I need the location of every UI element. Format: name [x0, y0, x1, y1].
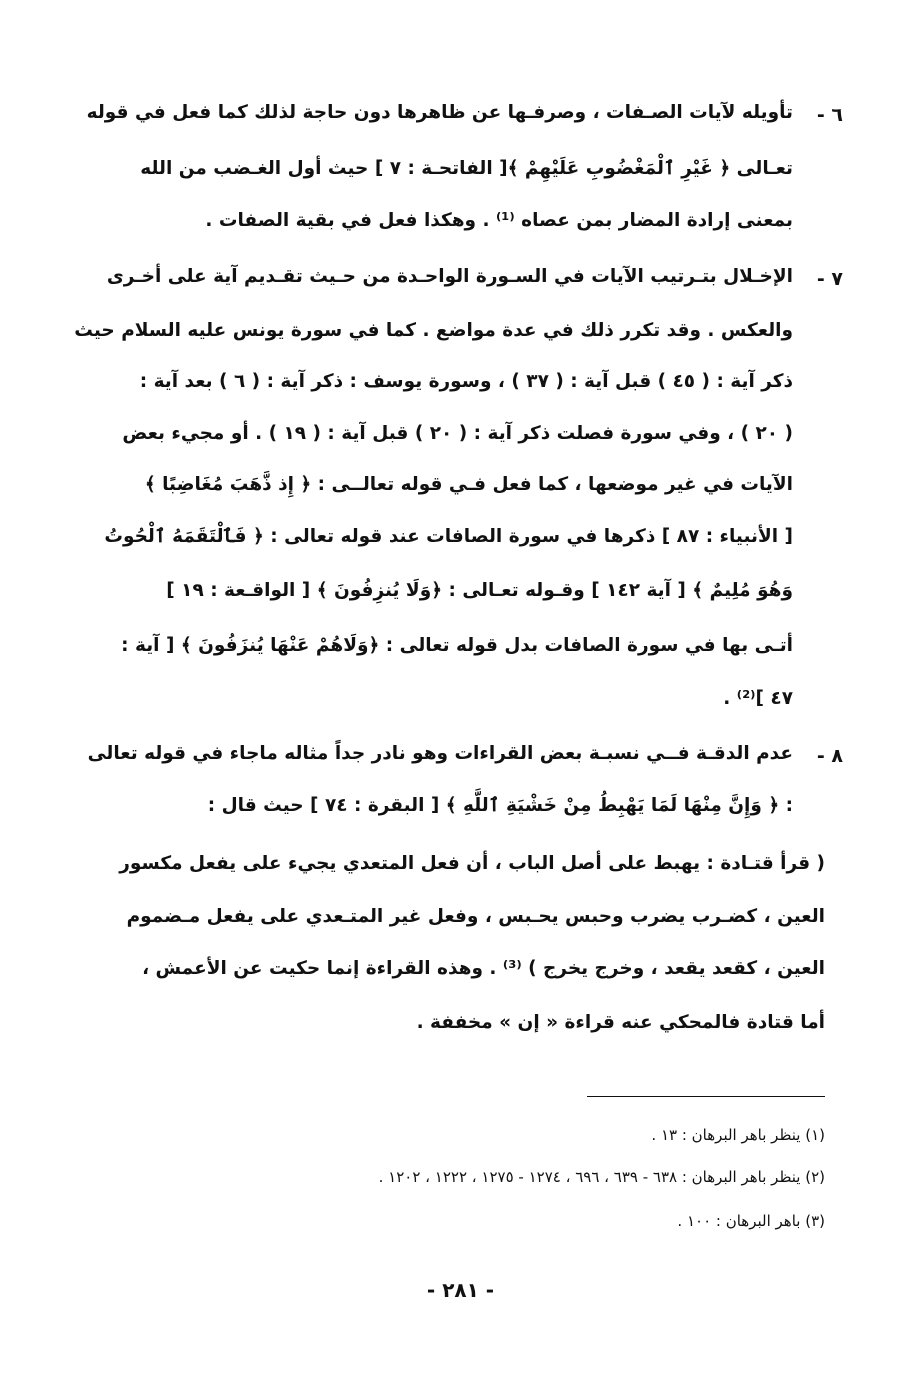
item-number: ٧ -: [816, 268, 843, 290]
footnote: (٢) ينظر باهر البرهان : ٦٣٨ - ٦٣٩ ، ٦٩٦ ، ١٢٧٤ - ١٢٧٥ ، ١٢٢٢ ، ١٢٠٢ .: [378, 1168, 825, 1186]
body-line: ذكر آية : ( ٤٥ ) قبل آية : ( ٣٧ ) ، وسورة يوسف : ذكر آية : ( ٦ ) بعد آية :: [139, 371, 793, 392]
body-line: ( ٢٠ ) ، وفي سورة فصلت ذكر آية : ( ٢٠ ) قبل آية : ( ١٩ ) . أو مجيء بعض: [122, 423, 793, 444]
body-line: عدم الدقـة فــي نسبـة بعض القراءات وهو نادر جداً مثاله ماجاء في قوله تعالى: [87, 743, 793, 764]
footnote: (٣) باهر البرهان : ١٠٠ .: [677, 1212, 825, 1230]
body-line: تأويله لآيات الصـفات ، وصرفـها عن ظاهرها دون حاجة لذلك كما فعل في قوله: [86, 102, 793, 123]
body-line: أما قتادة فالمحكي عنه قراءة « إن » مخففة .: [416, 1012, 825, 1033]
body-line: الإخـلال بتـرتيب الآيات في السـورة الواحـدة من حـيث تقـديم آية على أخـرى: [106, 266, 793, 287]
body-line: : ﴿ وَإِنَّ مِنْهَا لَمَا يَهْبِطُ مِنْ خَشْيَةِ ٱللَّهِ ﴾ [ البقرة : ٧٤ ] حيث قال :: [207, 795, 793, 816]
footnote: (١) ينظر باهر البرهان : ١٣ .: [651, 1126, 825, 1144]
body-line: تعـالى ﴿ غَيْرِ ٱلْمَغْضُوبِ عَلَيْهِمْ ﴾[ الفاتحـة : ٧ ] حيث أول الغـضب من الله: [140, 158, 793, 179]
body-line: العين ، كقعد يقعد ، وخرج يخرج ) ⁽³⁾ . وهذه القراءة إنما حكيت عن الأعمش ،: [142, 958, 825, 979]
body-line: أتـى بها في سورة الصافات بدل قوله تعالى : ﴿وَلَاهُمْ عَنْهَا يُنزَفُونَ ﴾ [ آية :: [121, 635, 793, 656]
footnote-divider: [587, 1096, 825, 1097]
body-line: والعكس . وقد تكرر ذلك في عدة مواضع . كما في سورة يونس عليه السلام حيث: [74, 320, 793, 341]
item-number: ٨ -: [816, 745, 843, 767]
body-line: ( قرأ قتـادة : يهبط على أصل الباب ، أن فعل المتعدي يجيء على يفعل مكسور: [119, 853, 825, 874]
body-line: العين ، كضـرب يضرب وحبس يحـبس ، وفعل غير المتـعدي على يفعل مـضموم: [126, 906, 825, 927]
body-line: الآيات في غير موضعها ، كما فعل فـي قوله تعالــى : ﴿ إِذ ذَّهَبَ مُغَاضِبًا ﴾: [144, 474, 793, 495]
item-number: ٦ -: [816, 104, 843, 126]
body-line: بمعنى إرادة المضار بمن عصاه ⁽¹⁾ . وهكذا فعل في بقية الصفات .: [205, 210, 793, 231]
body-line: [ الأنبياء : ٨٧ ] ذكرها في سورة الصافات عند قوله تعالى : ﴿ فَٱلْتَقَمَهُ ٱلْحُوتُ: [104, 526, 793, 547]
body-line: وَهُوَ مُلِيمٌ ﴾ [ آية ١٤٢ ] وقـوله تعـالى : ﴿وَلَا يُنزِفُونَ ﴾ [ الواقـعة : ١٩ ]: [166, 580, 793, 601]
body-line: ٤٧ ]⁽²⁾ .: [723, 688, 793, 709]
page-number: - ٢٨١ -: [426, 1278, 495, 1302]
